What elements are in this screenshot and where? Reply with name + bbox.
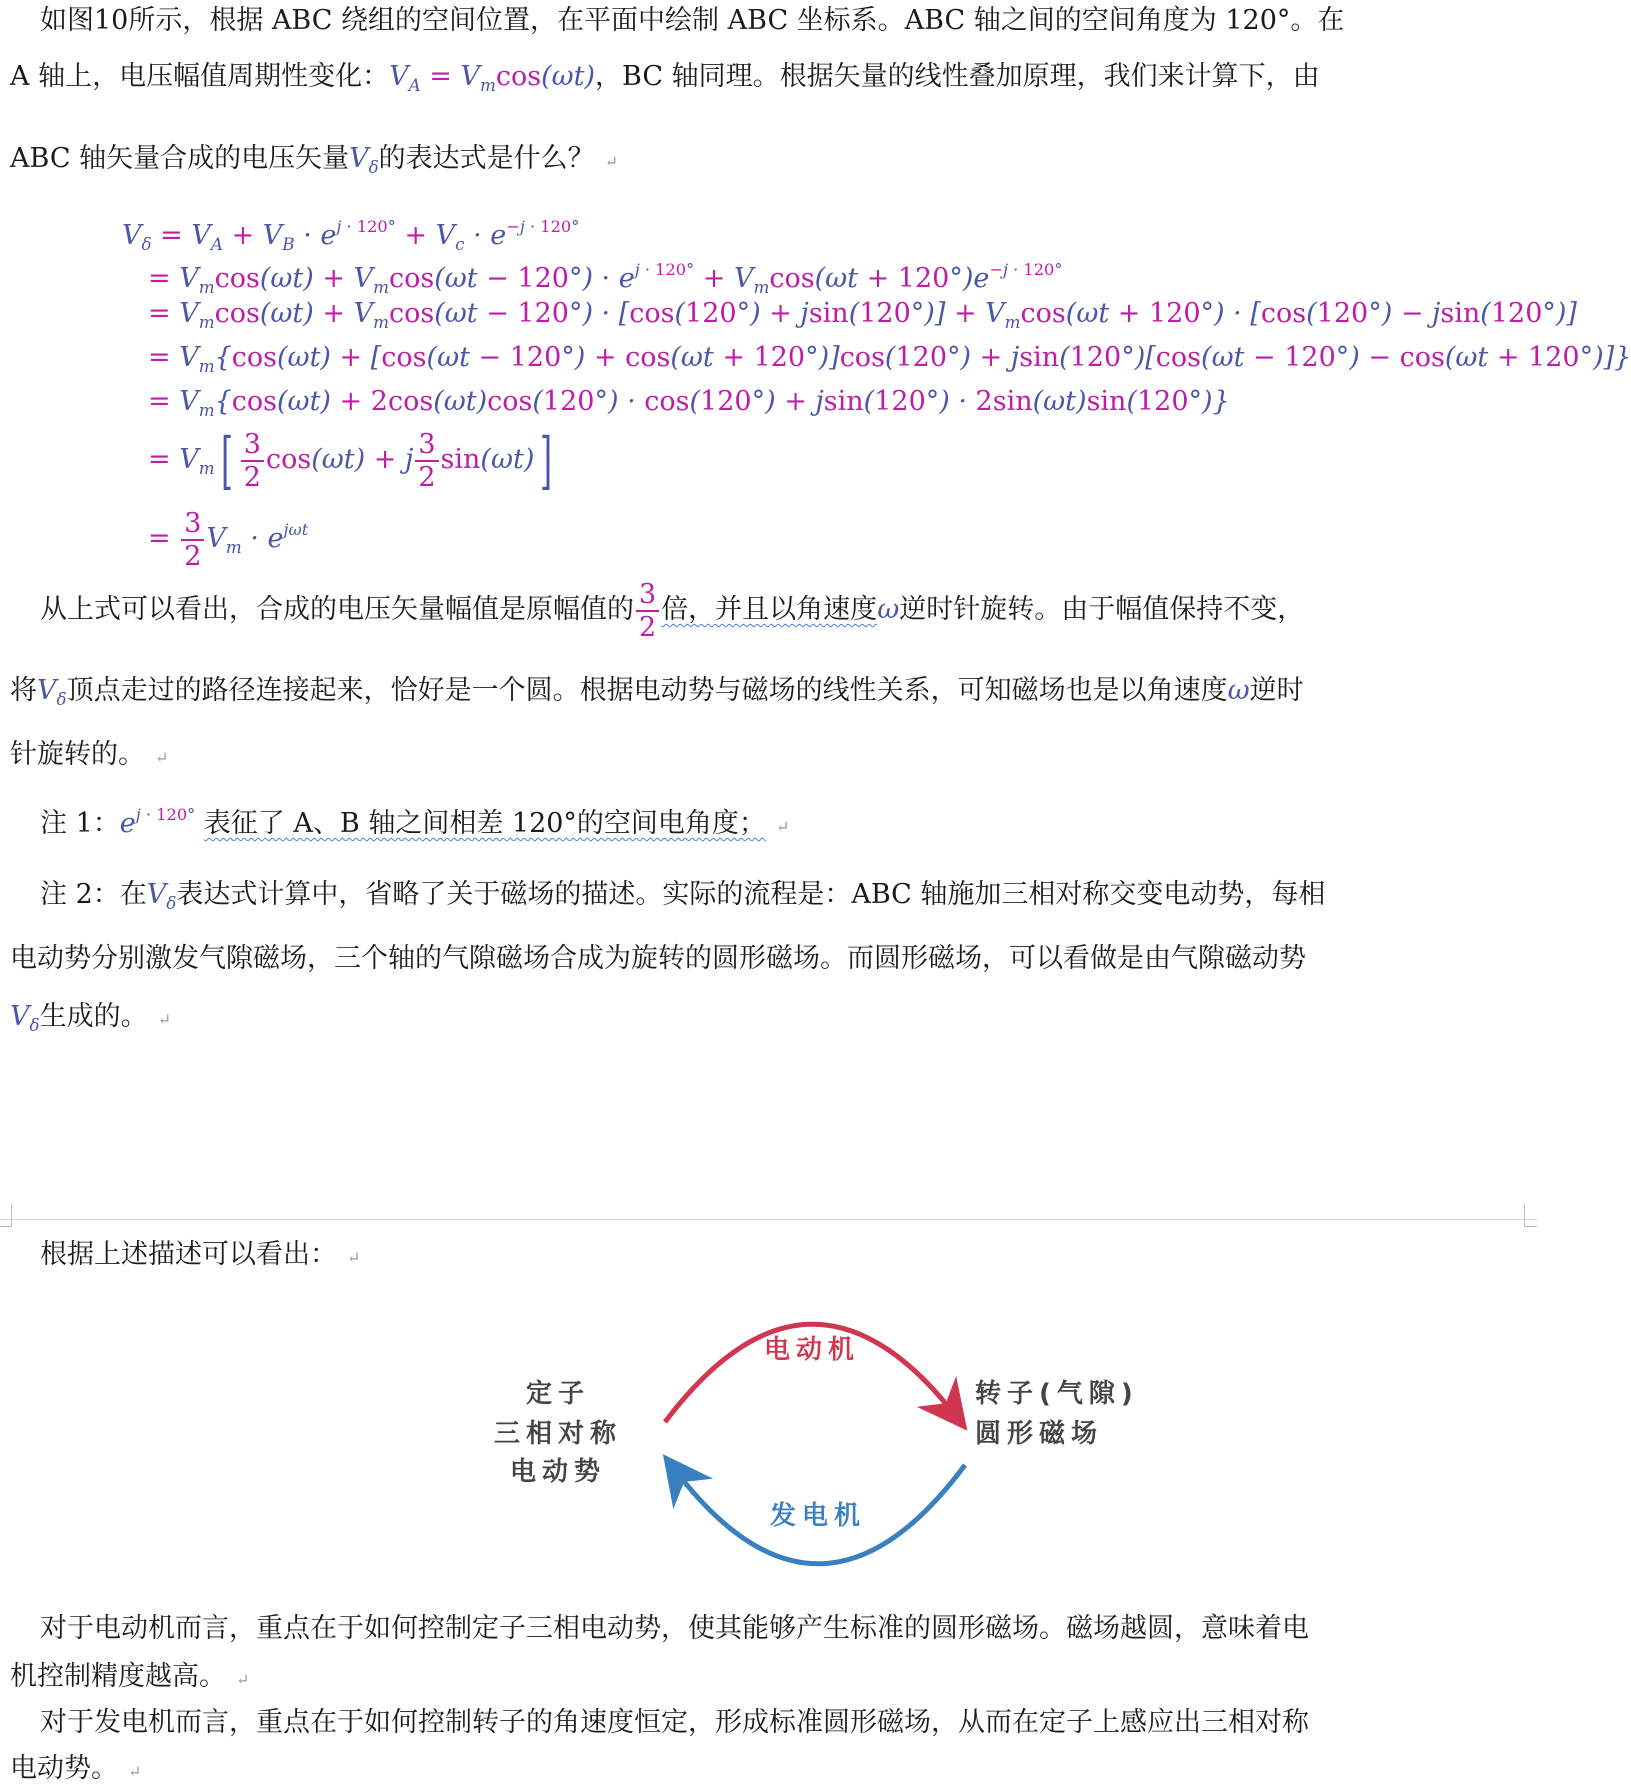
paragraph-mark: ↵ bbox=[157, 1010, 171, 1029]
equation-line-7: = $\frac{3}{2}$ $V_m \cdot e^{j\omega t}$ bbox=[148, 507, 309, 572]
paragraph-mark: ↵ bbox=[236, 1670, 250, 1689]
paragraph-mark: ↵ bbox=[604, 152, 619, 171]
result-line-2-tail: 逆时 bbox=[1249, 675, 1304, 706]
motor-line-2-text: 机控制精度越高。 bbox=[10, 1661, 226, 1692]
omega-symbol: ω bbox=[877, 594, 900, 625]
result-line-1-text: 从上式可以看出，合成的电压矢量幅值是原幅值的 bbox=[40, 594, 634, 625]
equation-line-1: $V_\delta = V_A + V_B \cdot e^{j \cdot 120^\circ} + V_c \cdot e^{-j \cdot 120^\circ}$ bbox=[122, 217, 580, 254]
motor-line-1: 对于电动机而言，重点在于如何控制定子三相电动势，使其能够产生标准的圆形磁场。磁场越圆，意味着电 bbox=[40, 1613, 1309, 1644]
result-line-2-mid: 顶点走过的路径连接起来，恰好是一个圆。根据电动势与磁场的线性关系，可知磁场也是以角速度 bbox=[66, 675, 1228, 706]
stator-label-line-2: 三相对称 bbox=[493, 1419, 623, 1449]
generator-line-1: 对于发电机而言，重点在于如何控制转子的角速度恒定，形成标准圆形磁场，从而在定子上感应出三相对称 bbox=[40, 1707, 1309, 1738]
intro-line-2-tail: ，BC 轴同理。根据矢量的线性叠加原理，我们来计算下，由 bbox=[595, 61, 1320, 92]
rotor-label-line-1: 转子(气隙) bbox=[975, 1379, 1139, 1409]
intro-line-3-tail: 的表达式是什么？ bbox=[378, 143, 595, 174]
intro-line-3-text: ABC 轴矢量合成的电压矢量 bbox=[10, 143, 350, 174]
result-line-2 bbox=[10, 674, 1525, 716]
paragraph-mark: ↵ bbox=[775, 817, 790, 837]
intro-line-1: 如图10所示，根据 ABC 绕组的空间位置，在平面中绘制 ABC 坐标系。ABC 轴之间的空间角度为 120°。在 bbox=[40, 5, 1345, 36]
exp-j120-symbol: $e^{j \cdot 120^\circ}$ bbox=[119, 805, 196, 840]
equation-line-2: = $V_m\cos(\omega t) + V_m\cos(\omega t - 120^\circ) \cdot e^{j \cdot 120^\circ} + V_m\cos(\omega t + 120^\circ)e^{-j \cdot 120^\circ}$ bbox=[148, 260, 1063, 297]
intro-line-2 bbox=[10, 60, 1525, 102]
stator-label-line-1: 定子 bbox=[525, 1379, 591, 1409]
note-1 bbox=[40, 798, 1525, 844]
note-2-line-1-text: 表达式计算中，省略了关于磁场的描述。实际的流程是：ABC 轴施加三相对称交变电动势，每相 bbox=[176, 879, 1326, 910]
equation-line-6: = $V_m$[ $\frac{3}{2}$ cos(ωt) + j $\frac{3}{2}$ sin(ωt)] bbox=[148, 423, 553, 497]
fraction-three-halves: $\frac{3}{2}$ bbox=[241, 431, 264, 491]
stator-label-line-3: 电动势 bbox=[509, 1457, 607, 1487]
paragraph-mark: ↵ bbox=[128, 1762, 142, 1781]
rotor-label-line-2: 圆形磁场 bbox=[975, 1419, 1104, 1449]
result-line-1-tail: 逆时针旋转。由于幅值保持不变， bbox=[899, 594, 1305, 625]
note-2-line-3-text: 生成的。 bbox=[39, 1001, 148, 1032]
page-corner-mark bbox=[1524, 1204, 1537, 1227]
note-2-line-2: 电动势分别激发气隙磁场，三个轴的气隙磁场合成为旋转的圆形磁场。而圆形磁场，可以看做是由气隙磁动势 bbox=[10, 943, 1306, 974]
generator-line-2 bbox=[10, 1752, 1525, 1789]
paragraph-mark: ↵ bbox=[347, 1248, 361, 1267]
page-corner-mark bbox=[0, 1204, 12, 1227]
note-2-label: 注 2：在 bbox=[40, 879, 147, 910]
result-line-3-text: 针旋转的。 bbox=[10, 739, 145, 770]
va-formula: $V_A = V_m\cos(\omega t)$ bbox=[389, 61, 596, 95]
equation-line-5: = $V_m\{\cos(\omega t) + 2\cos(\omega t)\cos(120^\circ) \cdot \cos(120^\circ) + jsin(120^\circ) \cdot 2\sin(\omega t)\sin(120^\circ)\}$ bbox=[148, 386, 1230, 420]
motor-label: 电动机 bbox=[763, 1335, 861, 1365]
generator-label: 发电机 bbox=[769, 1501, 867, 1531]
motor-line-2 bbox=[10, 1660, 1525, 1697]
result-line-1-mid: 倍，并且以角速度 bbox=[661, 594, 878, 625]
note-2-line-3 bbox=[10, 1000, 1525, 1042]
note-1-text: 表征了 A、B 轴之间相差 120°的空间电角度； bbox=[203, 808, 766, 840]
intro-line-3 bbox=[10, 142, 1525, 184]
v-delta-symbol: $V_\delta$ bbox=[10, 1001, 40, 1035]
result-line-3 bbox=[10, 738, 1525, 775]
v-delta-symbol: $V_\delta$ bbox=[146, 879, 177, 913]
v-delta-symbol: $V_\delta$ bbox=[37, 675, 67, 709]
result-line-2-pre: 将 bbox=[10, 675, 37, 706]
paragraph-mark: ↵ bbox=[155, 748, 169, 767]
v-delta-symbol: $V_\delta$ bbox=[349, 143, 379, 177]
result-line-1 bbox=[40, 580, 1525, 641]
result-fraction: $\frac{3}{2}$ bbox=[636, 581, 659, 641]
intro-line-2-text: A 轴上，电压幅值周期性变化： bbox=[10, 61, 390, 92]
omega-symbol: ω bbox=[1227, 675, 1250, 706]
equation-line-3: = $V_m\cos(\omega t) + V_m\cos(\omega t - 120^\circ) \cdot [\cos(120^\circ) + jsin(120^\circ)] + V_m\cos(\omega t + 120^\circ) \cdot [\cos(120^\circ) - jsin(120^\circ)]$ bbox=[148, 298, 1577, 332]
note-2-line-1 bbox=[40, 878, 1525, 920]
summary-intro bbox=[40, 1238, 1525, 1275]
page-divider bbox=[0, 1219, 1537, 1220]
summary-intro-text: 根据上述描述可以看出： bbox=[40, 1239, 337, 1270]
generator-line-2-text: 电动势。 bbox=[10, 1753, 118, 1784]
equation-line-4: = $V_m\{\cos(\omega t) + [\cos(\omega t - 120^\circ) + \cos(\omega t + 120^\circ)]\cos(120^\circ) + jsin(120^\circ)[\cos(\omega t - 120^\circ) - \cos(\omega t + 120^\circ)]\}$ bbox=[148, 342, 1631, 376]
note-1-label: 注 1： bbox=[40, 808, 120, 840]
motor-generator-cycle-diagram bbox=[0, 1290, 1537, 1590]
